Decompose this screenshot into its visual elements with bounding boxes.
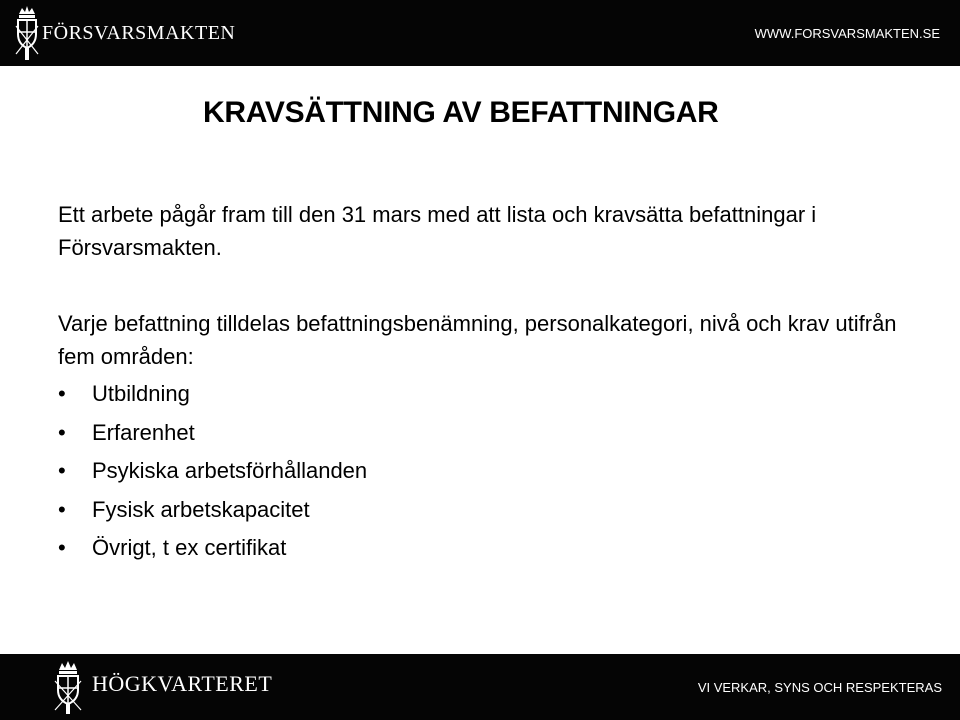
list-item — [52, 414, 367, 453]
footer-brand-name: HÖGKVARTERET — [92, 671, 273, 696]
bullet-icon: • — [58, 381, 66, 406]
crowned-shield-emblem-icon — [52, 659, 84, 715]
list-item — [52, 491, 367, 530]
brand-name: FÖRSVARSMAKTEN — [42, 22, 236, 44]
list-item-text: Övrigt, t ex certifikat — [92, 535, 287, 560]
bullet-icon: • — [58, 419, 66, 445]
list-item-text: Utbildning — [92, 381, 190, 406]
requirement-areas-list — [52, 375, 367, 568]
description-paragraph: Varje befattning tilldelas befattningsbenämning, personalkategori, nivå och krav utifrån fem områden: — [58, 311, 897, 369]
list-item — [52, 375, 367, 414]
footer-motto: VI VERKAR, SYNS OCH RESPEKTERAS — [697, 680, 942, 695]
bullet-icon: • — [58, 458, 66, 483]
bullet-icon: • — [58, 496, 66, 522]
crowned-shield-emblem-icon — [14, 4, 40, 62]
intro-paragraph: Ett arbete pågår fram till den 31 mars med att lista och kravsätta befattningar i Försvarsmakten. — [58, 202, 817, 260]
list-item — [52, 529, 367, 568]
website-url: WWW.FORSVARSMAKTEN.SE — [754, 26, 940, 41]
header-bar — [0, 0, 960, 66]
list-item-text: Erfarenhet — [92, 419, 195, 445]
bullet-icon: • — [58, 535, 66, 560]
list-item-text: Psykiska arbetsförhållanden — [92, 458, 368, 483]
slide-title: KRAVSÄTTNING AV BEFATTNINGAR — [203, 96, 719, 129]
list-item-text: Fysisk arbetskapacitet — [92, 496, 310, 522]
list-item — [52, 452, 367, 491]
